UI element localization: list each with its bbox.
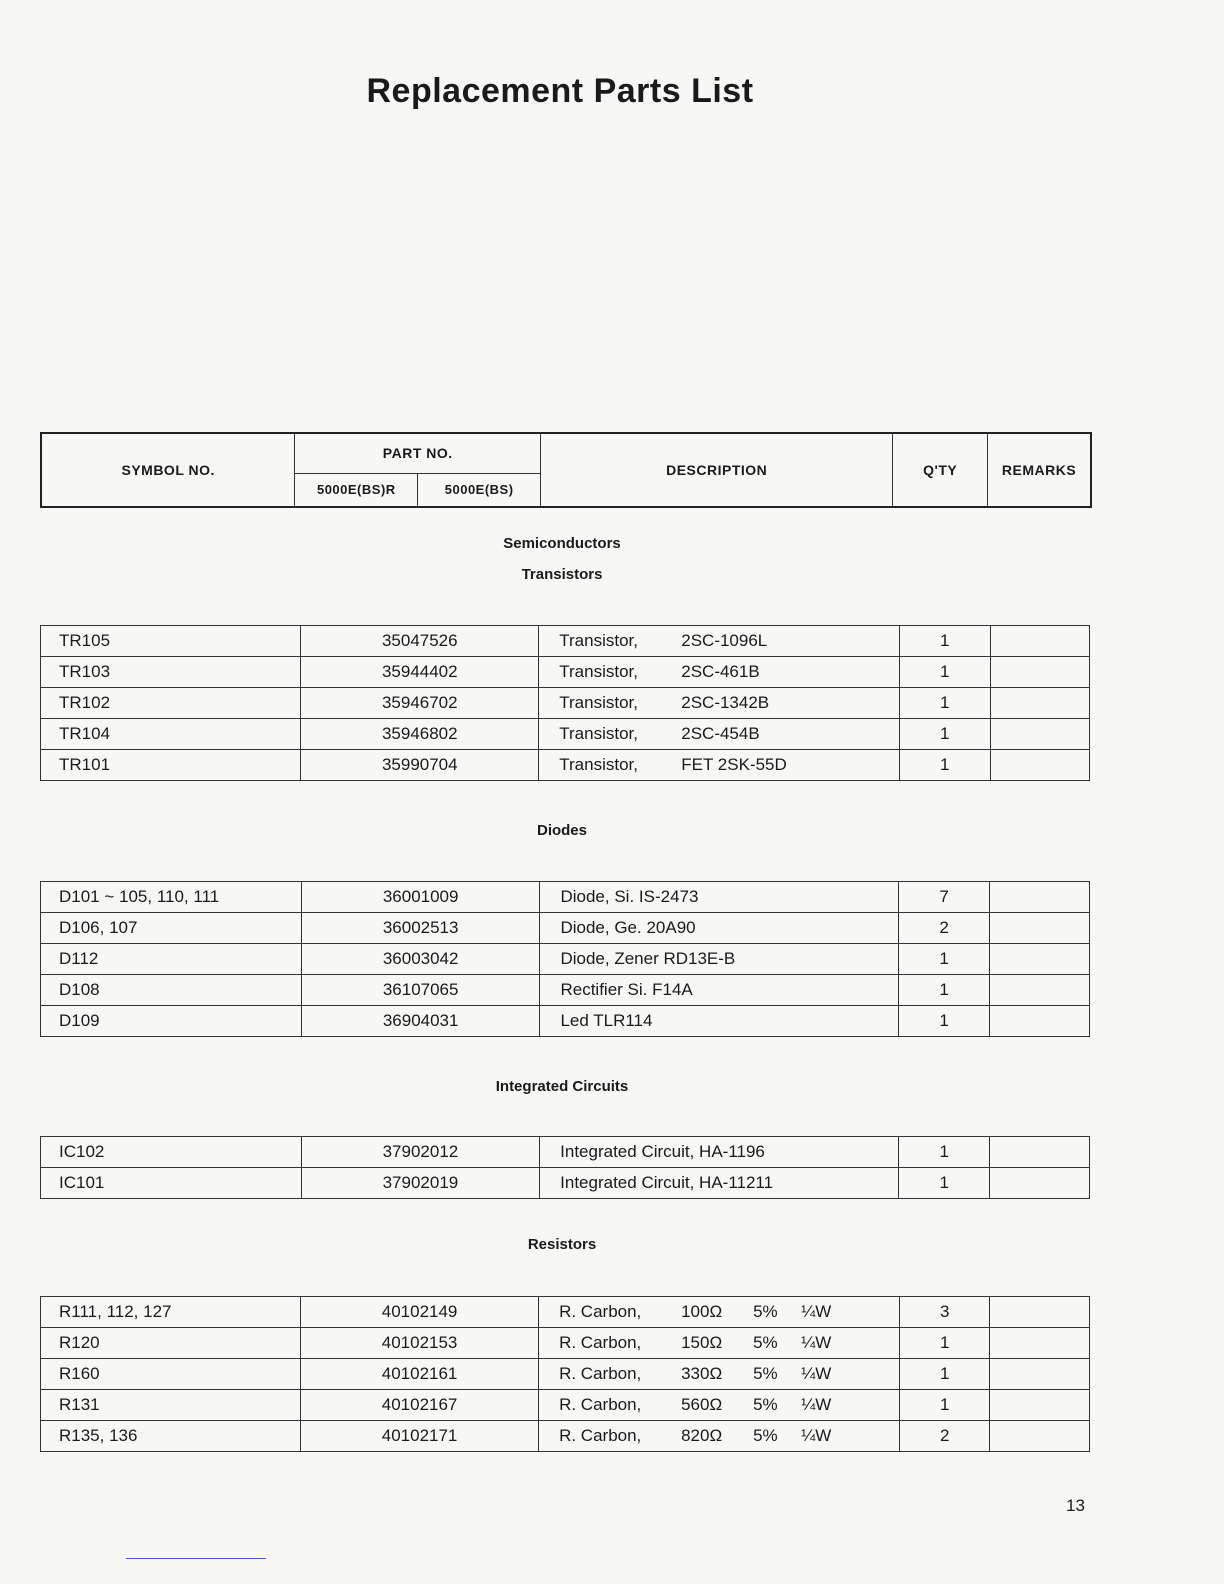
remarks-cell [990, 1297, 1090, 1328]
section-resistors: Resistors [527, 1236, 597, 1253]
remarks-cell [990, 944, 1090, 975]
table-row [41, 1137, 1090, 1168]
remarks-cell [990, 975, 1090, 1006]
qty-cell: 1 [900, 657, 991, 688]
resistance-value: 150Ω [681, 1333, 723, 1352]
qty-cell: 1 [899, 1328, 990, 1359]
symbol-cell: R131 [41, 1390, 301, 1421]
qty-cell: 7 [899, 882, 990, 913]
symbol-cell: R111, 112, 127 [41, 1297, 301, 1328]
column-header-table [40, 432, 1092, 508]
description-cell: Integrated Circuit, HA-11211 [540, 1168, 899, 1199]
footer-rule [126, 1558, 266, 1559]
remarks-cell [990, 1168, 1090, 1199]
part-no-cell: 35944402 [301, 657, 539, 688]
transistors-table [40, 625, 1090, 781]
resistance-value: 820Ω [681, 1426, 723, 1445]
table-row [41, 1006, 1090, 1037]
symbol-cell: TR101 [41, 750, 301, 781]
part-no-cell: 35946702 [301, 688, 539, 719]
description-cell [539, 657, 900, 688]
part-no-cell: 36003042 [301, 944, 540, 975]
symbol-no-header: SYMBOL NO. [41, 433, 295, 507]
page-title: Replacement Parts List [366, 72, 754, 110]
part-no-cell: 35990704 [301, 750, 539, 781]
part-no-cell: 36107065 [301, 975, 540, 1006]
qty-cell: 1 [899, 1006, 990, 1037]
diodes-table [40, 881, 1090, 1037]
part-no-cell: 40102149 [301, 1297, 539, 1328]
section-transistors: Transistors [521, 566, 603, 583]
description-detail: FET 2SK-55D [681, 755, 787, 774]
remarks-cell [990, 882, 1090, 913]
description-header: DESCRIPTION [541, 433, 893, 507]
wattage: ¼W [801, 1333, 832, 1352]
table-row [41, 975, 1090, 1006]
description-cell: Led TLR114 [540, 1006, 899, 1037]
description-cell [539, 1297, 900, 1328]
description-detail: 2SC-454B [681, 724, 760, 743]
symbol-cell: IC101 [41, 1168, 302, 1199]
remarks-cell [990, 688, 1089, 719]
table-row [41, 1390, 1090, 1421]
table-row [41, 750, 1090, 781]
part-no-cell: 37902019 [301, 1168, 539, 1199]
description-detail: 2SC-1096L [681, 631, 768, 650]
remarks-cell [990, 1421, 1090, 1452]
symbol-cell: TR104 [41, 719, 301, 750]
table-row [41, 1359, 1090, 1390]
remarks-header: REMARKS [988, 433, 1091, 507]
qty-cell: 1 [899, 944, 990, 975]
resistor-type: R. Carbon, [559, 1395, 642, 1414]
description-cell [539, 719, 900, 750]
qty-cell: 1 [900, 688, 991, 719]
description-cell [539, 750, 900, 781]
description-cell [539, 1421, 900, 1452]
qty-cell: 1 [899, 1168, 990, 1199]
tolerance: 5% [753, 1426, 778, 1445]
description-cell [539, 1328, 900, 1359]
section-integrated-circuits: Integrated Circuits [495, 1078, 629, 1095]
part-no-col-1-header: 5000E(BS)R [295, 473, 418, 507]
resistance-value: 560Ω [681, 1395, 723, 1414]
qty-cell: 1 [899, 1137, 990, 1168]
tolerance: 5% [753, 1395, 778, 1414]
description-cell [539, 688, 900, 719]
symbol-cell: IC102 [41, 1137, 302, 1168]
resistor-type: R. Carbon, [559, 1364, 642, 1383]
tolerance: 5% [753, 1364, 778, 1383]
qty-cell: 1 [900, 719, 991, 750]
table-row [41, 657, 1090, 688]
description-type: Transistor, [559, 662, 638, 681]
qty-cell: 2 [899, 913, 990, 944]
remarks-cell [990, 1006, 1090, 1037]
section-semiconductors: Semiconductors [503, 535, 621, 552]
table-row [41, 1168, 1090, 1199]
part-no-cell: 36001009 [301, 882, 540, 913]
qty-cell: 1 [899, 975, 990, 1006]
description-type: Transistor, [559, 755, 638, 774]
part-no-cell: 35047526 [301, 626, 539, 657]
remarks-cell [990, 626, 1089, 657]
resistance-value: 100Ω [681, 1302, 723, 1321]
symbol-cell: R135, 136 [41, 1421, 301, 1452]
wattage: ¼W [801, 1395, 832, 1414]
resistors-table [40, 1296, 1090, 1452]
description-type: Transistor, [559, 693, 638, 712]
wattage: ¼W [801, 1426, 832, 1445]
description-cell: Diode, Zener RD13E-B [540, 944, 899, 975]
table-row [41, 882, 1090, 913]
description-cell [539, 1359, 900, 1390]
table-row [41, 1421, 1090, 1452]
wattage: ¼W [801, 1364, 832, 1383]
description-type: Transistor, [559, 631, 638, 650]
remarks-cell [990, 750, 1089, 781]
remarks-cell [990, 719, 1089, 750]
resistor-type: R. Carbon, [559, 1426, 642, 1445]
description-cell: Diode, Ge. 20A90 [540, 913, 899, 944]
qty-cell: 1 [900, 750, 991, 781]
page-number: 13 [1066, 1496, 1085, 1515]
table-row [41, 944, 1090, 975]
description-type: Transistor, [559, 724, 638, 743]
resistor-type: R. Carbon, [559, 1302, 642, 1321]
qty-header: Q'TY [893, 433, 988, 507]
table-row [41, 913, 1090, 944]
description-cell: Diode, Si. IS-2473 [540, 882, 899, 913]
remarks-cell [990, 1359, 1090, 1390]
part-no-cell: 40102161 [301, 1359, 539, 1390]
part-no-cell: 40102153 [301, 1328, 539, 1359]
table-row [41, 1328, 1090, 1359]
description-cell [539, 1390, 900, 1421]
remarks-cell [990, 1137, 1090, 1168]
description-detail: 2SC-1342B [681, 693, 770, 712]
symbol-cell: TR105 [41, 626, 301, 657]
description-cell: Integrated Circuit, HA-1196 [540, 1137, 899, 1168]
remarks-cell [990, 1328, 1090, 1359]
part-no-cell: 40102171 [301, 1421, 539, 1452]
tolerance: 5% [753, 1302, 778, 1321]
part-no-header: PART NO. [295, 433, 541, 473]
remarks-cell [990, 1390, 1090, 1421]
integrated-circuits-table [40, 1136, 1090, 1199]
part-no-cell: 35946802 [301, 719, 539, 750]
part-no-cell: 40102167 [301, 1390, 539, 1421]
symbol-cell: R120 [41, 1328, 301, 1359]
qty-cell: 3 [899, 1297, 990, 1328]
section-diodes: Diodes [536, 822, 587, 839]
symbol-cell: TR102 [41, 688, 301, 719]
table-row [41, 1297, 1090, 1328]
symbol-cell: D101 ~ 105, 110, 111 [41, 882, 302, 913]
part-no-cell: 36904031 [301, 1006, 540, 1037]
tolerance: 5% [753, 1333, 778, 1352]
description-detail: 2SC-461B [681, 662, 760, 681]
part-no-cell: 36002513 [301, 913, 540, 944]
table-row [41, 719, 1090, 750]
qty-cell: 2 [899, 1421, 990, 1452]
qty-cell: 1 [900, 626, 991, 657]
symbol-cell: R160 [41, 1359, 301, 1390]
description-cell: Rectifier Si. F14A [540, 975, 899, 1006]
qty-cell: 1 [899, 1359, 990, 1390]
qty-cell: 1 [899, 1390, 990, 1421]
symbol-cell: D109 [41, 1006, 302, 1037]
symbol-cell: D112 [41, 944, 302, 975]
wattage: ¼W [801, 1302, 832, 1321]
table-row [41, 688, 1090, 719]
resistance-value: 330Ω [681, 1364, 723, 1383]
part-no-cell: 37902012 [301, 1137, 539, 1168]
symbol-cell: D108 [41, 975, 302, 1006]
table-row [41, 626, 1090, 657]
symbol-cell: TR103 [41, 657, 301, 688]
resistor-type: R. Carbon, [559, 1333, 642, 1352]
symbol-cell: D106, 107 [41, 913, 302, 944]
remarks-cell [990, 913, 1090, 944]
description-cell [539, 626, 900, 657]
remarks-cell [990, 657, 1089, 688]
part-no-col-2-header: 5000E(BS) [418, 473, 541, 507]
